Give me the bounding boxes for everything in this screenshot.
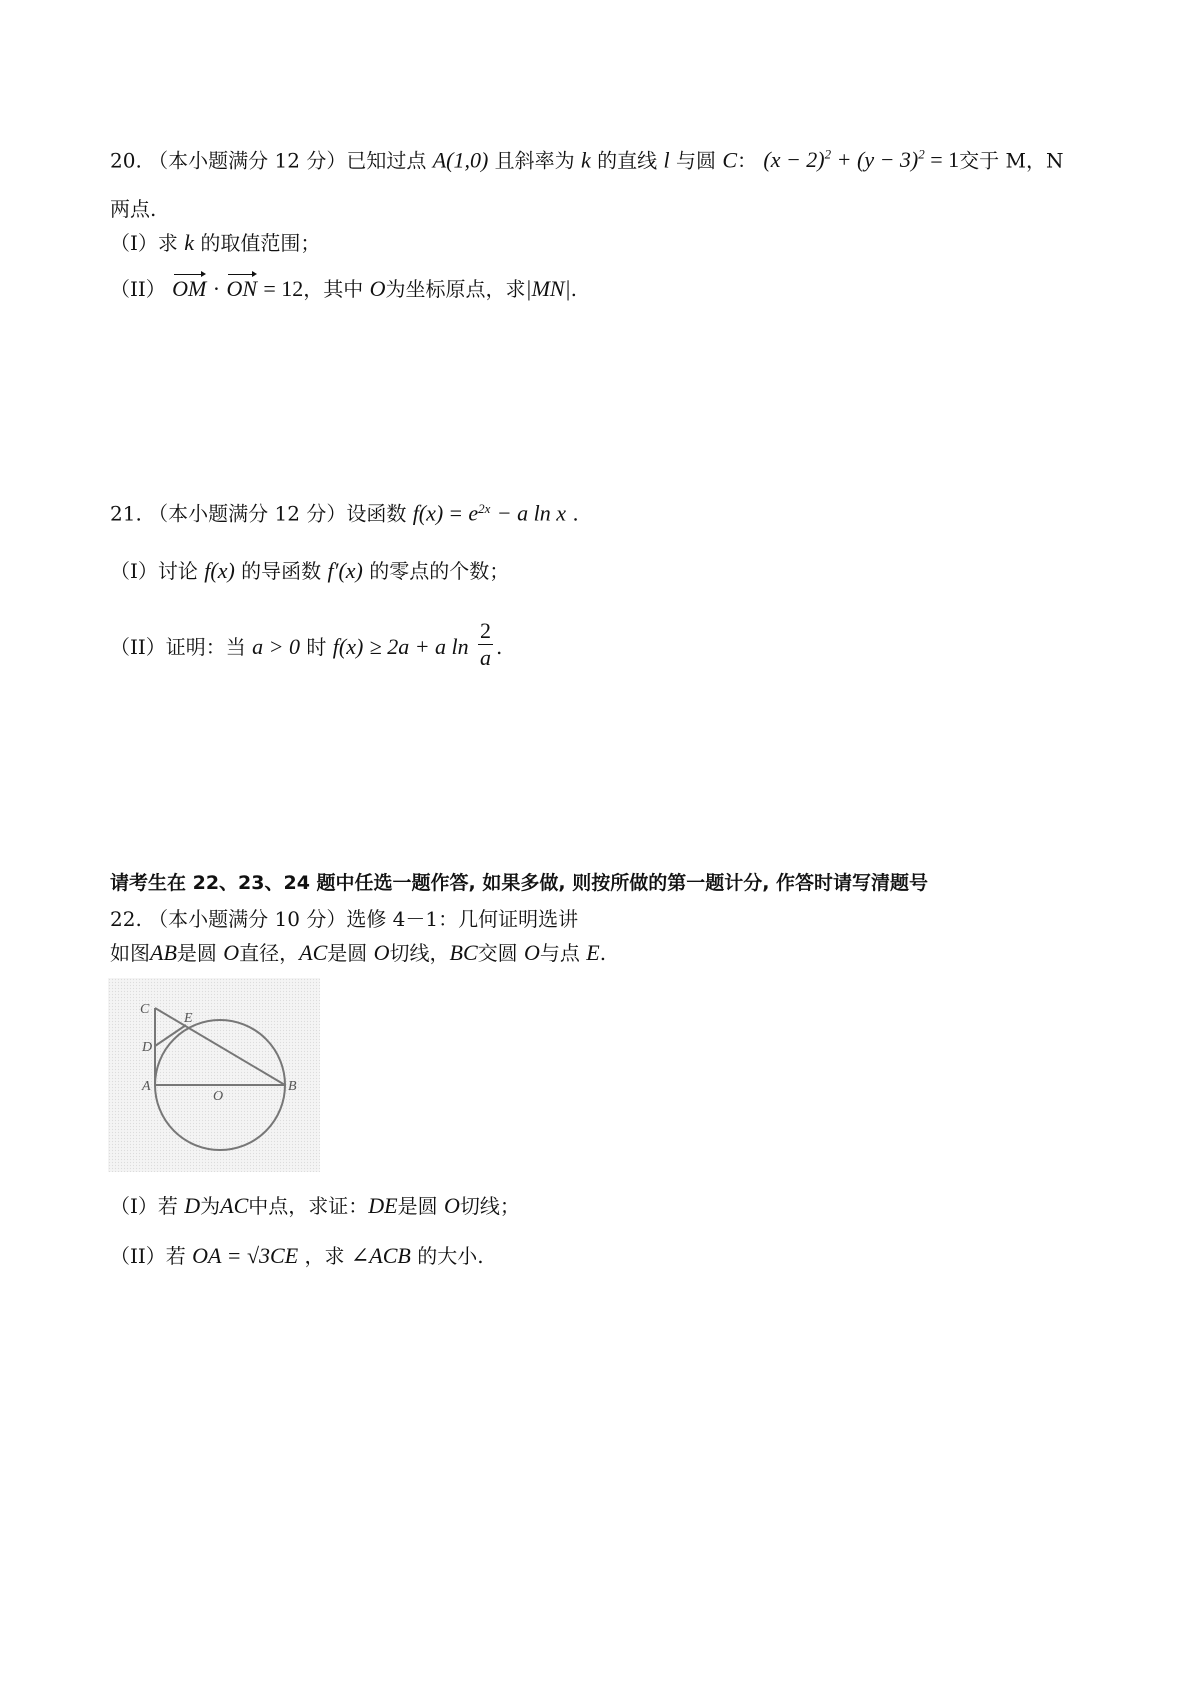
q22-part1: （I）若 D为AC中点，求证：DE是圆 O切线； (110, 1193, 520, 1218)
label-d: D (142, 1040, 153, 1055)
label-c: C (140, 1002, 150, 1017)
point-a: A(1,0) (432, 147, 489, 173)
q20-line2: 两点. (110, 197, 157, 221)
angle-acb: ∠ACB (350, 1243, 411, 1268)
vector-on: ON (226, 276, 257, 301)
q21-line1: 21. （本小题满分 12 分）设函数 $f(x) = e^{2x} - a$ ln x . (110, 500, 579, 526)
q22-line2: 如图AB是圆 O直径，AC是圆 O切线，BC交圆 O与点 E. (110, 940, 607, 965)
circle-equation: $(x - 2)^2 + (y - 3)^2 = 1$ (763, 147, 960, 173)
label-a: A (142, 1079, 151, 1094)
vector-om: OM (172, 276, 207, 301)
label-o: O (213, 1089, 224, 1104)
q21-header: 21. （本小题满分 12 分）设函数 (110, 501, 407, 526)
q21-part2: （II）证明：当 a > 0 时 f(x) ≥ 2a + a ln $\frac{2}{a}$ . (110, 618, 503, 670)
q21-part1: （I）讨论 f(x) 的导函数 f′(x) 的零点的个数； (110, 558, 510, 583)
mn-length: |MN| (525, 276, 571, 301)
q20-part1: （I）求 k 的取值范围； (110, 230, 321, 255)
q20-header: 20. （本小题满分 12 分）已知过点 (110, 148, 427, 173)
geometry-figure (108, 978, 320, 1172)
q22-part2: （II）若 OA = √3CE ，求 ∠ACB 的大小. (110, 1243, 484, 1268)
q22-line1: 22. （本小题满分 10 分）选修 4－1：几何证明选讲 (110, 907, 579, 931)
q20-line1: 20. （本小题满分 12 分）已知过点 A(1,0) 且斜率为 k 的直线 l 与圆 C： $(x - 2)^2 + (y - 3)^2 = 1$交于 M，N (110, 147, 1064, 173)
label-e: E (184, 1011, 193, 1026)
fraction-2-over-a: $\frac{2}{a}$ (480, 618, 492, 670)
selection-instruction: 请考生在 22、23、24 题中任选一题作答, 如果多做, 则按所做的第一题计分, 作答时请写清题号 (110, 872, 929, 894)
q20-part2: （II） OM · ON = 12，其中 O为坐标原点，求|MN|. (110, 276, 577, 301)
oa-equation: OA = √3CE (192, 1243, 299, 1268)
function-f: f(x) (412, 500, 444, 526)
label-b: B (288, 1079, 297, 1094)
